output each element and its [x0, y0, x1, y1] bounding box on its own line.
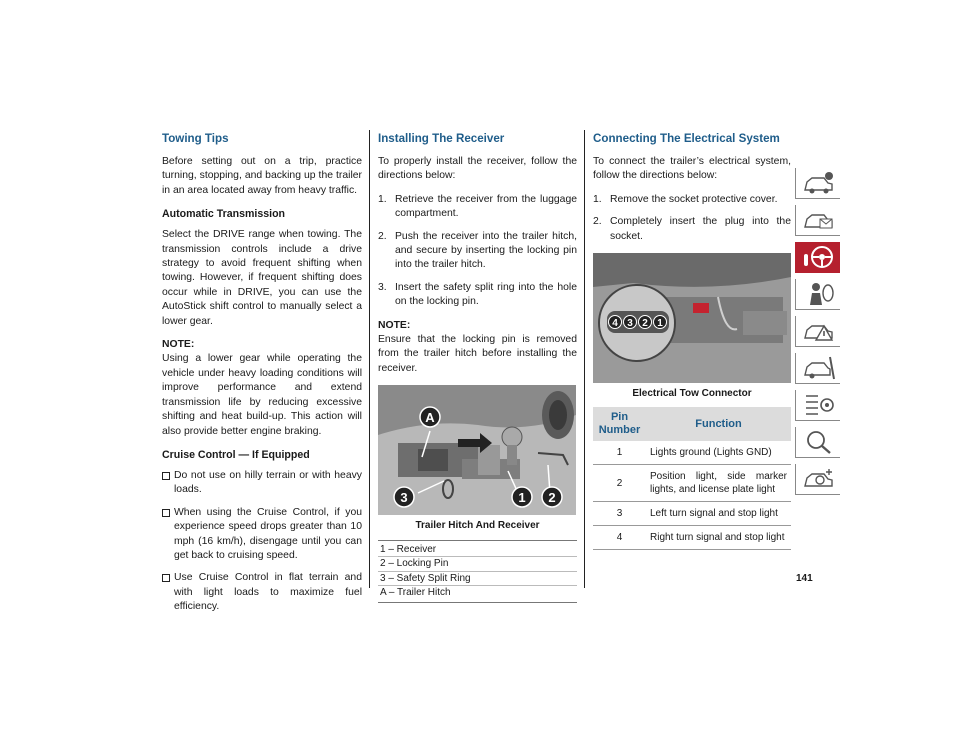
- nav-getting-to-know-vehicle[interactable]: [795, 168, 840, 199]
- car-service-icon: [802, 355, 836, 381]
- column-receiver: [378, 132, 577, 603]
- person-airbag-icon: [802, 281, 836, 307]
- receiver-note: [378, 319, 577, 377]
- nav-instrument-panel[interactable]: [795, 205, 840, 236]
- note-block: [162, 338, 362, 439]
- column-divider: [369, 130, 370, 588]
- pin-label: 4: [612, 318, 618, 330]
- nav-multimedia[interactable]: [795, 464, 840, 495]
- receiver-intro: To properly install the receiver, follow the directions below:: [378, 156, 577, 182]
- nav-starting-and-operating[interactable]: [795, 242, 840, 273]
- nav-safety[interactable]: [795, 279, 840, 310]
- list-item: 1. Remove the socket protective cover.: [593, 193, 778, 205]
- checkbox-bullet-icon: [162, 574, 170, 582]
- column-towing: [162, 132, 362, 623]
- note-text: Ensure that the locking pin is removed from the trailer hitch before installing the receiver.: [378, 334, 577, 374]
- legend-item: A – Trailer Hitch: [380, 587, 451, 599]
- table-row: 1 Lights ground (Lights GND): [593, 441, 791, 465]
- pin-label: 1: [657, 318, 663, 330]
- note-text: Using a lower gear while operating the vehicle under heavy loading conditions will improve performance and extend transmission life by reducing excessive shifting and heat build-up. This action will also provide better engine braking.: [162, 353, 362, 437]
- checkbox-bullet-icon: [162, 472, 170, 480]
- connector-illustration: [593, 253, 791, 383]
- car-warning-icon: [802, 318, 836, 344]
- checkbox-bullet-icon: [162, 509, 170, 517]
- nav-servicing-and-maintenance[interactable]: [795, 353, 840, 384]
- callout-3-label: 3: [400, 490, 408, 506]
- function-header: Function: [646, 407, 791, 441]
- hitch-illustration: [378, 385, 576, 515]
- auto-trans-title: Automatic Transmission: [162, 208, 286, 221]
- table-row: 3 Left turn signal and stop light: [593, 502, 791, 526]
- car-info-icon: [802, 170, 836, 196]
- figure-legend: [378, 540, 577, 603]
- towing-tips-text: Before setting out on a trip, practice turning, stopping, and backing up the trailer in an area located away from heavy traffic.: [162, 156, 362, 196]
- specs-icon: [802, 392, 836, 418]
- callout-1-label: 1: [518, 490, 526, 506]
- multimedia-icon: [802, 466, 836, 492]
- page-number: 141: [796, 573, 813, 584]
- column-electrical: [593, 132, 791, 550]
- electrical-title: Connecting The Electrical System: [593, 132, 780, 145]
- figure-caption: Trailer Hitch And Receiver: [415, 520, 540, 532]
- legend-item: 3 – Safety Split Ring: [378, 572, 577, 587]
- nav-in-case-of-emergency[interactable]: [795, 316, 840, 347]
- list-item: 3. Insert the safety split ring into the hole on the locking pin.: [378, 281, 577, 308]
- table-row: 4 Right turn signal and stop light: [593, 526, 791, 550]
- towing-tips-title: Towing Tips: [162, 132, 229, 145]
- note-label: NOTE:: [162, 339, 195, 351]
- cruise-title: Cruise Control — If Equipped: [162, 448, 310, 461]
- search-icon: [802, 429, 836, 455]
- column-divider: [584, 130, 585, 588]
- nav-index[interactable]: [795, 427, 840, 458]
- table-row: 2 Position light, side marker lights, and license plate light: [593, 465, 791, 502]
- list-item: Do not use on hilly terrain or with heavy loads.: [162, 469, 362, 498]
- list-item: 2. Push the receiver into the trailer hitch, and secure by inserting the locking pin into the trailer hitch.: [378, 230, 577, 271]
- pin-function-table: [593, 407, 791, 550]
- cruise-list: [162, 469, 362, 615]
- tow-connector-figure: [593, 253, 791, 383]
- receiver-title: Installing The Receiver: [378, 132, 505, 145]
- figure-caption: Electrical Tow Connector: [632, 388, 752, 400]
- electrical-steps: [593, 193, 791, 244]
- list-item: When using the Cruise Control, if you experience speed drops greater than 10 mph (16 km/h), disengage until you can get back to cruising speed.: [162, 506, 362, 564]
- nav-technical-specifications[interactable]: [795, 390, 840, 421]
- list-item: Use Cruise Control in flat terrain and with light loads to maximize fuel efficiency.: [162, 571, 362, 614]
- pin-label: 3: [627, 318, 633, 330]
- list-item: 2. Completely insert the plug into the socket.: [593, 216, 791, 242]
- car-mail-icon: [802, 207, 836, 233]
- side-nav: [795, 168, 841, 501]
- legend-item: 2 – Locking Pin: [378, 557, 577, 572]
- note-label: NOTE:: [378, 319, 411, 331]
- receiver-steps: [378, 193, 577, 310]
- electrical-intro: To connect the trailer’s electrical system, follow the directions below:: [593, 156, 791, 182]
- callout-a-label: A: [425, 410, 435, 426]
- auto-trans-text: Select the DRIVE range when towing. The transmission controls include a drive strategy to avoid frequent shifting when towing. However, if frequent shifting does occur while in DRIVE, you can use the AutoStick shift control to manually select a lower gear.: [162, 229, 362, 327]
- pin-header: Pin Number: [593, 407, 646, 441]
- list-item: 1. Retrieve the receiver from the luggage compartment.: [378, 193, 577, 220]
- pin-label: 2: [642, 318, 648, 330]
- trailer-hitch-figure: [378, 385, 576, 515]
- legend-item: 1 – Receiver: [378, 543, 577, 558]
- steering-wheel-icon: [802, 244, 836, 270]
- callout-2-label: 2: [548, 490, 556, 506]
